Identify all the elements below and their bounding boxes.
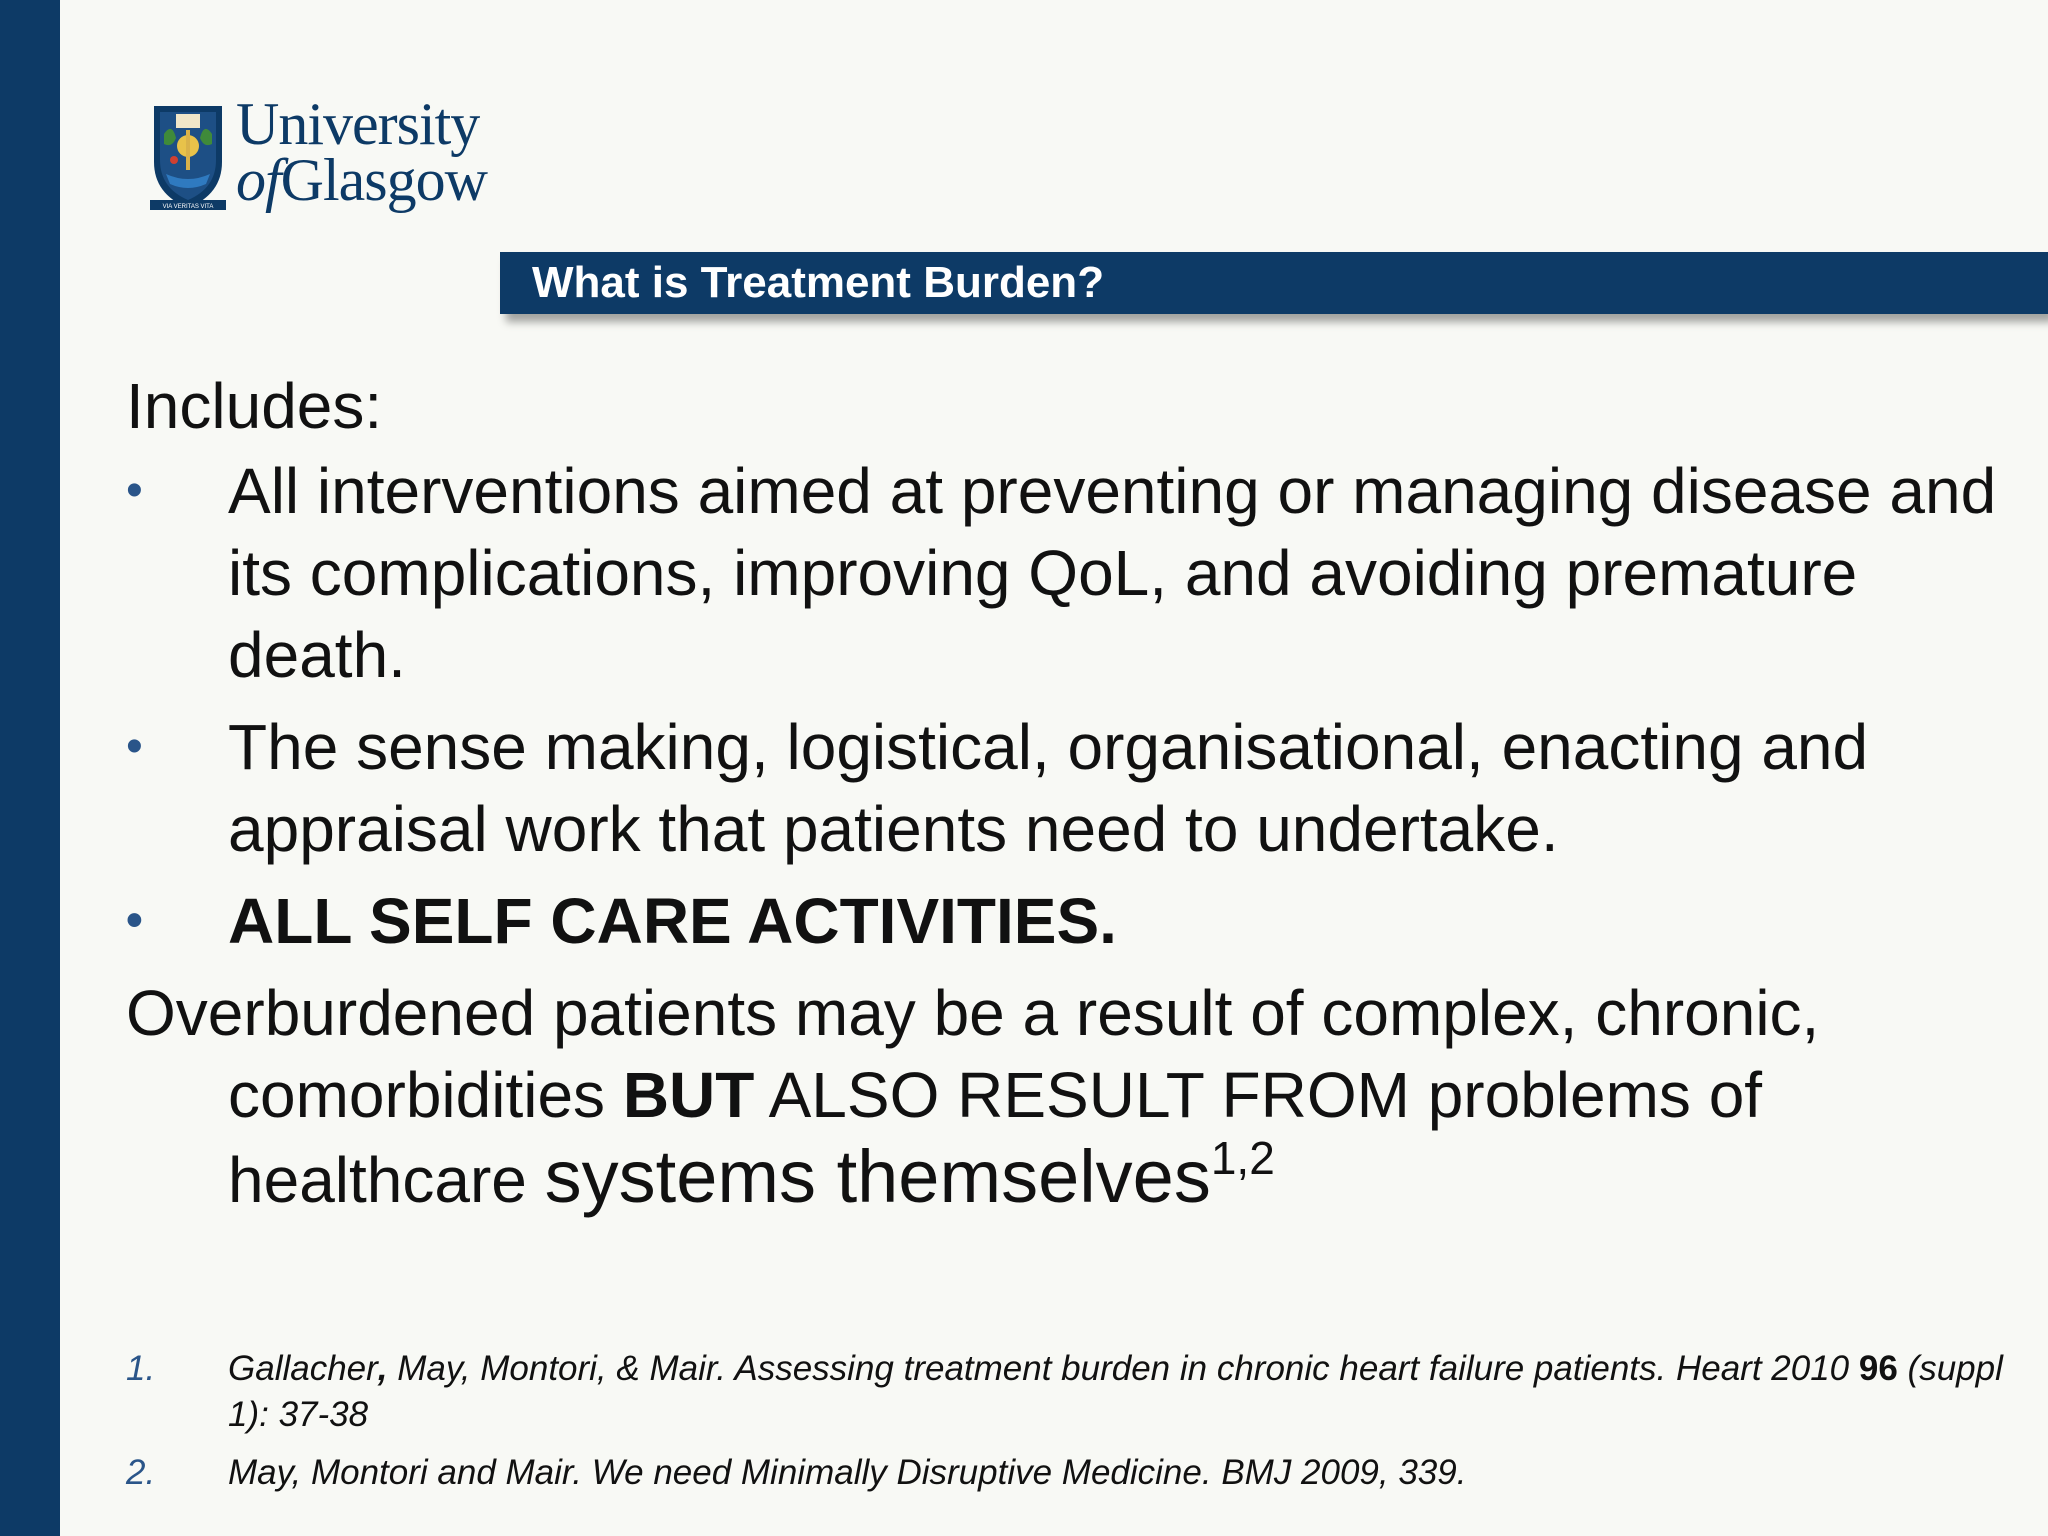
slide-title: What is Treatment Burden? [532,258,1105,307]
title-bar [500,252,2048,314]
bullet-icon: • [126,464,143,517]
bullet-text: All interventions aimed at preventing or managing disease and its complications, improving QoL, and avoiding premature death. [228,455,1997,691]
bullet-icon: • [126,720,143,773]
left-accent-band [0,0,60,1536]
university-crest-icon [150,100,226,212]
references [126,1346,2026,1508]
reference-item: 1. Gallacher, May, Montori, & Mair. Assessing treatment burden in chronic heart failure patients. Heart 2010 96 (suppl 1): 37-38 [126,1346,2026,1438]
bullet-text: ALL SELF CARE ACTIVITIES. [228,885,1117,957]
reference-item: 2. May, Montori and Mair. We need Minimally Disruptive Medicine. BMJ 2009, 339. [126,1450,2026,1496]
university-name [236,91,487,213]
bullet-text: The sense making, logistical, organisational, enacting and appraisal work that patients need to undertake. [228,711,1869,865]
citation-superscript: 1,2 [1210,1131,1275,1184]
reference-volume: 96 [1858,1349,1898,1388]
bullet-item [126,880,2026,962]
includes-heading: Includes: [126,370,383,442]
university-logo [150,91,510,216]
svg-text:VIA VERITAS VITA: VIA VERITAS VITA [162,204,214,210]
logo-line-2: ofGlasgow [236,147,487,213]
bullet-icon: • [126,894,143,947]
emphasis-but: BUT [622,1059,755,1131]
reference-number: 1. [126,1349,156,1388]
bullet-item [126,450,2026,696]
reference-number: 2. [126,1453,156,1492]
bullet-item [126,706,2026,870]
slide-body [126,368,2026,1221]
overburdened-paragraph: Overburdened patients may be a result of complex, chronic, comorbidities BUT ALSO RESULT FROM problems of healthcare systems themselves$^{1,2}$ [126,977,1820,1218]
logo-line-1: University [236,91,480,157]
